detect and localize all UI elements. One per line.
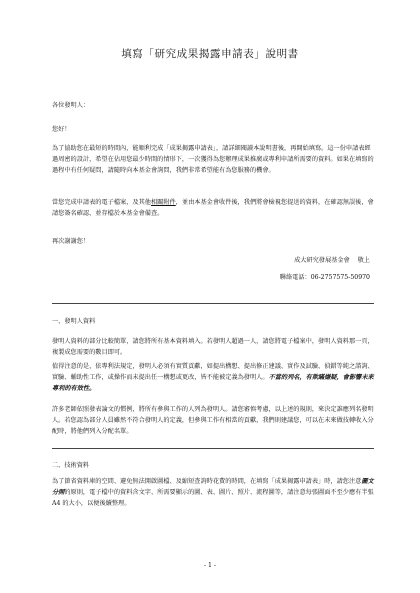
section-one-heading: 一、發明人資料 — [52, 318, 96, 325]
section-two-emphasis: 圖文分開 — [52, 478, 374, 496]
contact-phone: 聯絡電話：06-2757575-50970 — [279, 274, 370, 281]
section-two-text-before: 為了節省資料庫的空間、避免無法開啟圖檔、及縮短查詢時花費的時間，在填寫「成果揭露申請表」時，請您注意 — [52, 478, 362, 485]
section-one-warning: 不當的列名，有欺瞞嫌疑，會影響未來專利的有效性。 — [52, 374, 374, 392]
section-one-paragraph-2 — [52, 361, 374, 394]
greeting: 各位發明人： — [52, 102, 90, 109]
submission-paragraph — [52, 197, 374, 219]
intro-paragraph: 為了協助您在最短的時間內，能順利完成「成果揭露申請表」，請詳細閱讀本說明書後，再開始填寫。這一份申請表經過周密的設計，希望在佔用您最少時間的情形下，一次獲得為您辦理成果推廣或專利申請所需要的資料。如果在填寫的過程中有任何疑問，請隨時向本基金會詢問，我們非常希望能有為您服務的機會。 — [52, 145, 374, 174]
thanks-line: 再次謝謝您！ — [52, 238, 90, 245]
submission-text-before: 當您完成申請表的電子檔案，及其他 — [52, 199, 151, 206]
signature-line — [294, 255, 370, 266]
page-title: 填寫「研究成果揭露申請表」說明書 — [121, 48, 299, 60]
attachments-link[interactable]: 相關附件 — [151, 199, 176, 206]
signature-closing: 敬上 — [357, 257, 370, 264]
signature-org: 成大研究發展基金會 — [294, 257, 350, 264]
section-divider — [52, 448, 374, 449]
section-two-text-after: 的原則，電子檔中的資料含文字、所需要顯示的圖、表、圖片、照片、流程圖等，請注意每張圖面不至少應有半張 A4 的大小，以便後續整理。 — [52, 489, 374, 507]
section-two-heading: 二、技術資料 — [52, 462, 90, 469]
section-divider — [52, 303, 374, 304]
section-one-paragraph-1: 發明人資料的部分比較簡單，請您將所有基本資料填入。若發明人超過一人，請您將電子檔案中，發明人資料那一頁，複製成您需要的數目即可。 — [52, 338, 374, 356]
page-number: - 1 - — [203, 562, 217, 569]
section-one-paragraph-3: 許多老師依照發表論文的慣例，將所有參與工作的人列為發明人。請您審慎考慮，以上述的規則，來決定誰應列名發明人。若您認為部分人員雖然不符合發明人的定義，但參與工作有相當的貢獻，我們則建議您，可以在未來做技轉收入分配時，將他們列入分配名單。 — [52, 406, 374, 435]
section-two-paragraph-1 — [52, 476, 374, 509]
section-one-paragraph-2-text: 值得注意的是，依專利法規定，發明人必須有實質貢獻，如提出構想、提出修正建議、實作及試驗、偵錯等純之諮詢、實驗、輔助性工作，或操作而未提出任一構想或更改，皆不能被定義為發明人。 — [52, 363, 374, 381]
salutation: 您好！ — [52, 126, 71, 133]
submission-text-after: ，並由本基金會收件後，我們將會檢視您提送的資料，在確認無誤後，會請您簽名確認，並存檔於本基金會備查。 — [52, 199, 374, 217]
